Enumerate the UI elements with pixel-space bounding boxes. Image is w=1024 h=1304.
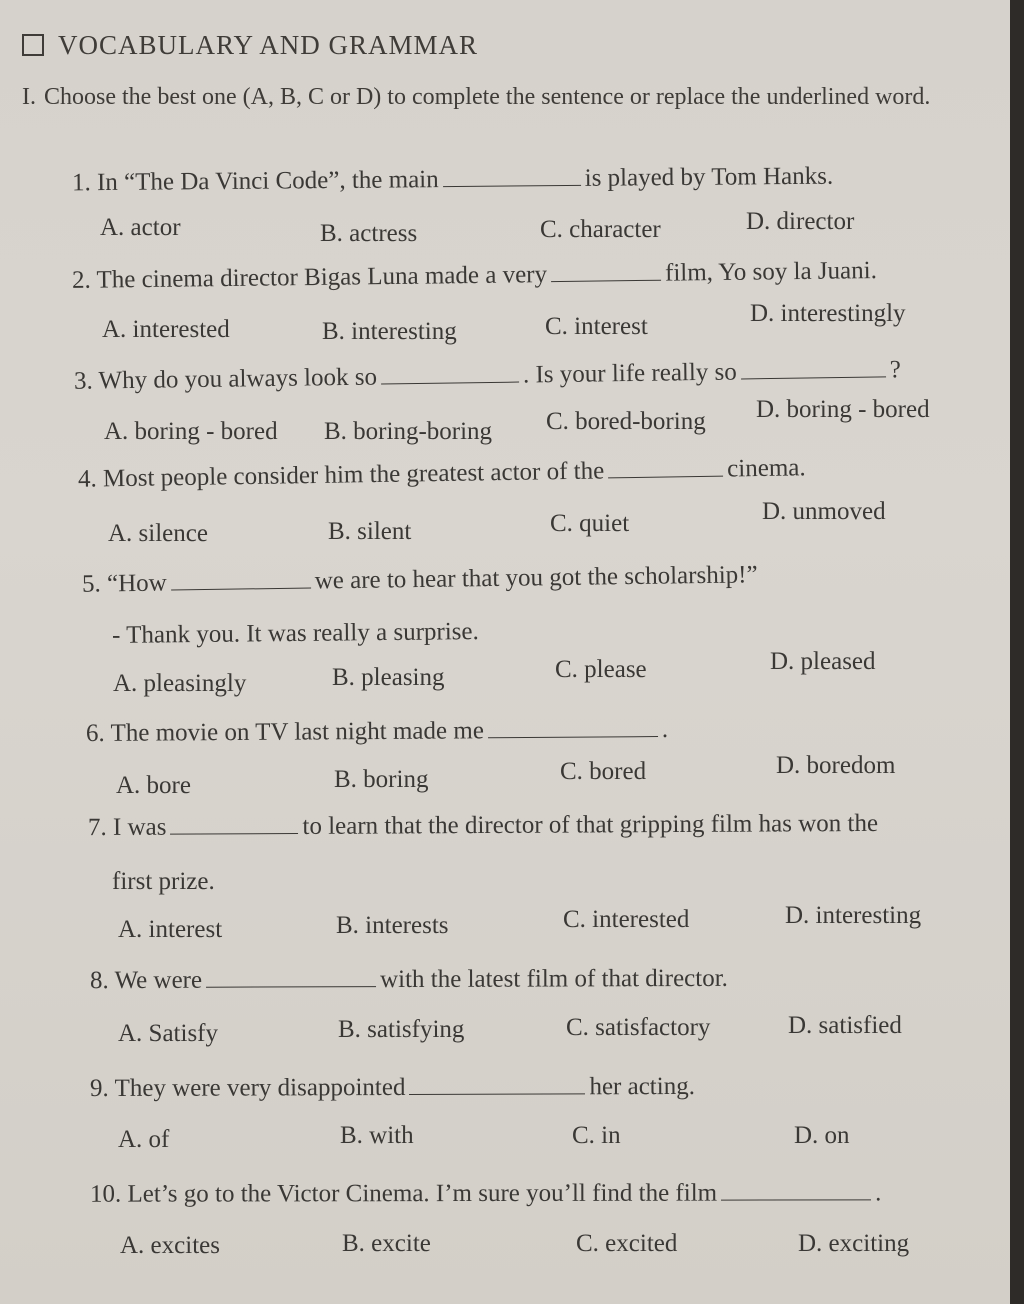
question-continuation: first prize. bbox=[112, 868, 215, 895]
answer-blank[interactable] bbox=[551, 279, 661, 282]
option-b[interactable]: B. interesting bbox=[322, 318, 457, 345]
question-stem: 9. They were very disappointed her acting. bbox=[89, 1072, 695, 1103]
option-b[interactable]: B. pleasing bbox=[332, 664, 445, 691]
question-stem: 10. Let’s go to the Victor Cinema. I’m sure you’ll find the film . bbox=[89, 1179, 882, 1208]
answer-blank[interactable] bbox=[741, 375, 886, 379]
question-stem: 2. The cinema director Bigas Luna made a very film, Yo soy la Juani. bbox=[71, 257, 878, 294]
option-a[interactable]: A. interested bbox=[102, 316, 230, 343]
answer-blank[interactable] bbox=[608, 475, 723, 479]
answer-blank[interactable] bbox=[171, 587, 311, 591]
option-c[interactable]: C. character bbox=[540, 216, 661, 243]
question-continuation: - Thank you. It was really a surprise. bbox=[111, 618, 479, 649]
option-c[interactable]: C. satisfactory bbox=[566, 1014, 711, 1041]
option-d[interactable]: D. interestingly bbox=[750, 300, 906, 327]
option-d[interactable]: D. exciting bbox=[798, 1230, 910, 1257]
answer-blank[interactable] bbox=[488, 735, 658, 738]
option-a[interactable]: A. silence bbox=[108, 520, 208, 547]
option-c[interactable]: C. bored bbox=[560, 758, 647, 785]
section-title: VOCABULARY AND GRAMMAR bbox=[58, 30, 479, 60]
option-a[interactable]: A. excites bbox=[120, 1232, 220, 1259]
question-stem: 5. “How we are to hear that you got the scholarship!” bbox=[81, 561, 758, 598]
option-b[interactable]: B. satisfying bbox=[338, 1016, 465, 1043]
option-d[interactable]: D. director bbox=[746, 208, 855, 235]
answer-blank[interactable] bbox=[409, 1092, 585, 1095]
option-c[interactable]: C. interest bbox=[545, 313, 648, 340]
option-b[interactable]: B. silent bbox=[328, 518, 412, 545]
answer-blank[interactable] bbox=[721, 1198, 871, 1200]
option-a[interactable]: A. interest bbox=[118, 916, 223, 943]
option-b[interactable]: B. actress bbox=[320, 220, 418, 247]
option-c[interactable]: C. quiet bbox=[550, 510, 630, 537]
option-d[interactable]: D. unmoved bbox=[762, 498, 886, 525]
option-c[interactable]: C. please bbox=[555, 656, 647, 683]
section-heading bbox=[22, 30, 478, 61]
option-b[interactable]: B. interests bbox=[336, 912, 449, 939]
option-a[interactable]: A. pleasingly bbox=[113, 670, 247, 697]
option-b[interactable]: B. boring bbox=[334, 766, 429, 793]
option-a[interactable]: A. actor bbox=[100, 214, 181, 241]
checkbox-square-icon bbox=[22, 34, 44, 56]
option-b[interactable]: B. with bbox=[340, 1122, 414, 1149]
instruction-text: Choose the best one (A, B, C or D) to complete the sentence or replace the underlined word. bbox=[44, 84, 931, 110]
option-d[interactable]: D. interesting bbox=[785, 902, 922, 929]
question-stem: 3. Why do you always look so . Is your life really so ? bbox=[73, 356, 902, 395]
option-d[interactable]: D. pleased bbox=[770, 648, 876, 675]
answer-blank[interactable] bbox=[170, 832, 298, 835]
option-d[interactable]: D. on bbox=[794, 1122, 850, 1149]
option-b[interactable]: B. boring-boring bbox=[324, 418, 493, 445]
option-c[interactable]: C. interested bbox=[563, 906, 690, 933]
option-a[interactable]: A. of bbox=[118, 1126, 170, 1153]
option-c[interactable]: C. bored-boring bbox=[546, 408, 706, 435]
question-stem: 7. I was to learn that the director of that gripping film has won the bbox=[87, 809, 879, 842]
option-d[interactable]: D. boredom bbox=[776, 752, 896, 779]
question-stem: 1. In “The Da Vinci Code”, the main is played by Tom Hanks. bbox=[71, 162, 834, 197]
answer-blank[interactable] bbox=[443, 184, 581, 187]
option-a[interactable]: A. Satisfy bbox=[118, 1020, 218, 1047]
question-stem: 8. We were with the latest film of that director. bbox=[89, 964, 728, 995]
option-a[interactable]: A. bore bbox=[116, 772, 191, 799]
option-b[interactable]: B. excite bbox=[342, 1230, 431, 1257]
answer-blank[interactable] bbox=[381, 381, 519, 385]
question-stem: 4. Most people consider him the greatest actor of the cinema. bbox=[77, 454, 806, 493]
option-a[interactable]: A. boring - bored bbox=[104, 418, 278, 445]
option-d[interactable]: D. boring - bored bbox=[756, 396, 930, 423]
answer-blank[interactable] bbox=[206, 985, 376, 988]
question-stem: 6. The movie on TV last night made me . bbox=[85, 715, 669, 748]
option-c[interactable]: C. in bbox=[572, 1122, 621, 1149]
option-d[interactable]: D. satisfied bbox=[788, 1012, 902, 1039]
instruction-number: I. bbox=[22, 84, 36, 110]
instruction bbox=[22, 78, 942, 116]
option-c[interactable]: C. excited bbox=[576, 1230, 678, 1257]
